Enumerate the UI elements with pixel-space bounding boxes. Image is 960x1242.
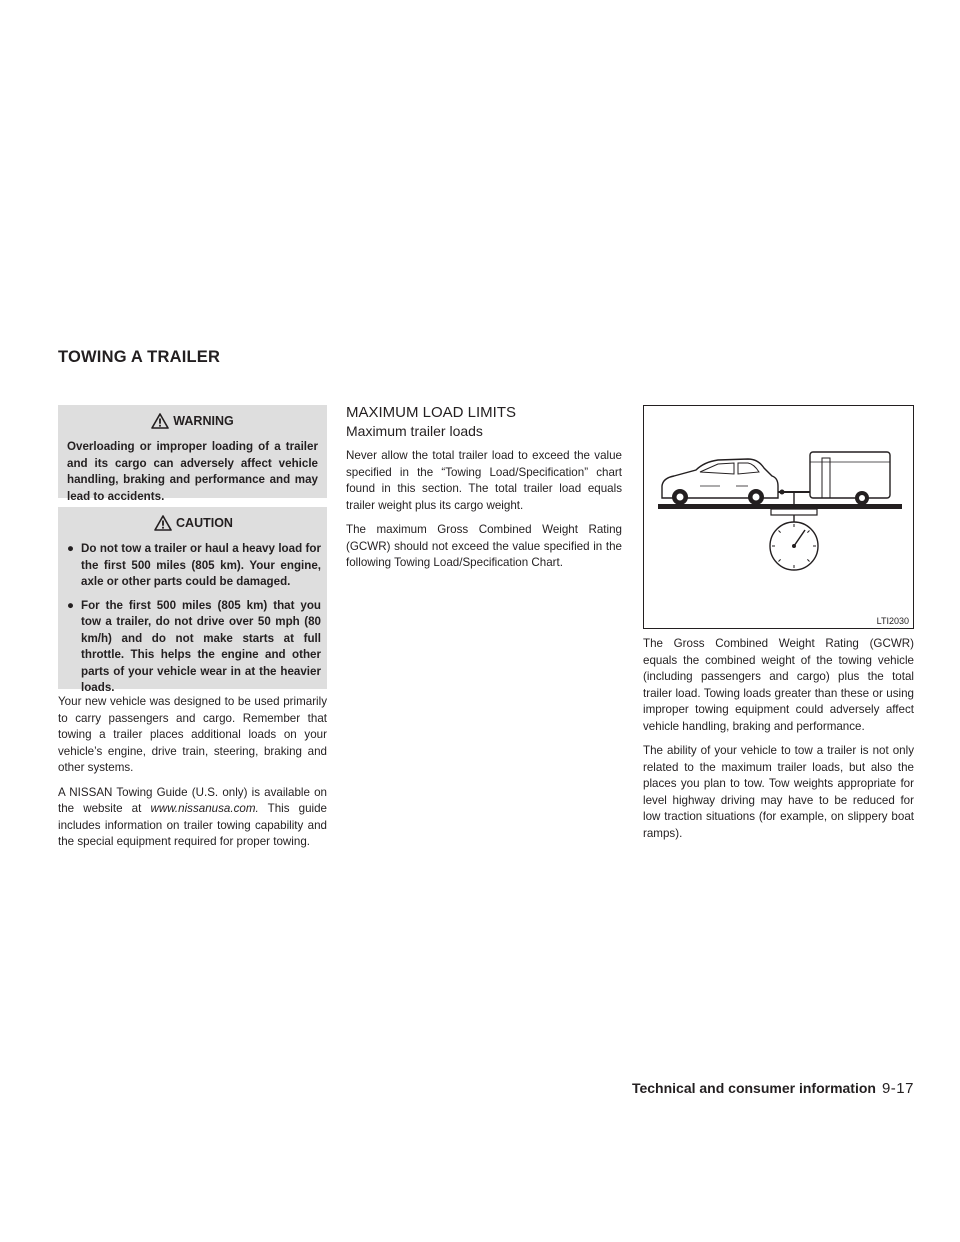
caution-list	[66, 541, 321, 697]
page-number: 9-17	[881, 1080, 914, 1097]
section-heading: MAXIMUM LOAD LIMITS	[346, 404, 517, 421]
warning-header	[67, 413, 318, 429]
warning-triangle-icon	[151, 413, 169, 429]
page-footer	[632, 1080, 914, 1097]
body-paragraph: The maximum Gross Combined Weight Rating (GCWR) should not exceed the value specified in the following Towing Load/Specification Chart.	[346, 523, 622, 569]
body-paragraph: The Gross Combined Weight Rating (GCWR) equals the combined weight of the towing vehicle (including passengers and cargo) plus the total trailer load. Towing loads greater than these or using improper towing equipment could adversely affect vehicle handling, braking and performance.	[643, 637, 914, 733]
section-subheading: Maximum trailer loads	[346, 423, 483, 439]
paragraph-text: This guide includes information on trailer towing capability and the special equipment required for proper towing.	[58, 802, 327, 848]
caution-item	[66, 541, 321, 591]
caution-box	[58, 507, 327, 694]
chapter-title: Technical and consumer information	[631, 1080, 876, 1096]
column-2	[346, 404, 622, 580]
bullet-icon: ●	[67, 598, 75, 612]
website-link[interactable]: www.nissanusa.com.	[150, 802, 259, 815]
figure-label: LTI2030	[876, 616, 909, 626]
caution-item-text: Do not tow a trailer or haul a heavy load for the first 500 miles (805 km). Your engine, axle or other parts could be damaged.	[81, 542, 321, 588]
paragraph-text: A NISSAN Towing Guide (U.S. only) is available on the website at	[58, 785, 327, 815]
section-title: TOWING A TRAILER	[58, 348, 221, 366]
warning-text: Overloading or improper loading of a trailer and its cargo can adversely affect vehicle handling, braking and performance and may lead to accidents.	[67, 440, 318, 503]
vehicle-towing-trailer-on-scale-illustration	[644, 406, 915, 630]
caution-header	[66, 515, 321, 531]
caution-title: CAUTION	[176, 516, 233, 530]
caution-triangle-icon	[154, 515, 172, 531]
body-paragraph: The ability of your vehicle to tow a trailer is not only related to the maximum trailer loads, but also the places you plan to tow. Tow weights appropriate for level highway driving may have to be reduced for low traction situations (for example, on slippery boat ramps).	[643, 744, 914, 840]
body-paragraph: Never allow the total trailer load to exceed the value specified in the “Towing Load/Specification” chart found in this section. The total trailer load equals trailer weight plus its cargo weight.	[346, 449, 622, 512]
caution-item-text: For the first 500 miles (805 km) that you tow a trailer, do not drive over 50 mph (80 km/h) and do not make starts at full throttle. This helps the engine and other parts of your vehicle wear in at the heavier loads.	[81, 598, 321, 694]
bullet-icon: ●	[67, 542, 75, 555]
body-paragraph	[58, 785, 327, 851]
warning-box	[58, 405, 327, 503]
column-1-body	[58, 694, 327, 859]
column-3-body	[643, 636, 914, 850]
caution-item	[66, 598, 321, 697]
body-paragraph: Your new vehicle was designed to be used primarily to carry passengers and cargo. Remember that towing a trailer places additional loads on your vehicle’s engine, drive train, steering, braking and other systems.	[58, 695, 327, 774]
warning-title: WARNING	[173, 414, 234, 428]
towing-figure	[643, 405, 914, 629]
